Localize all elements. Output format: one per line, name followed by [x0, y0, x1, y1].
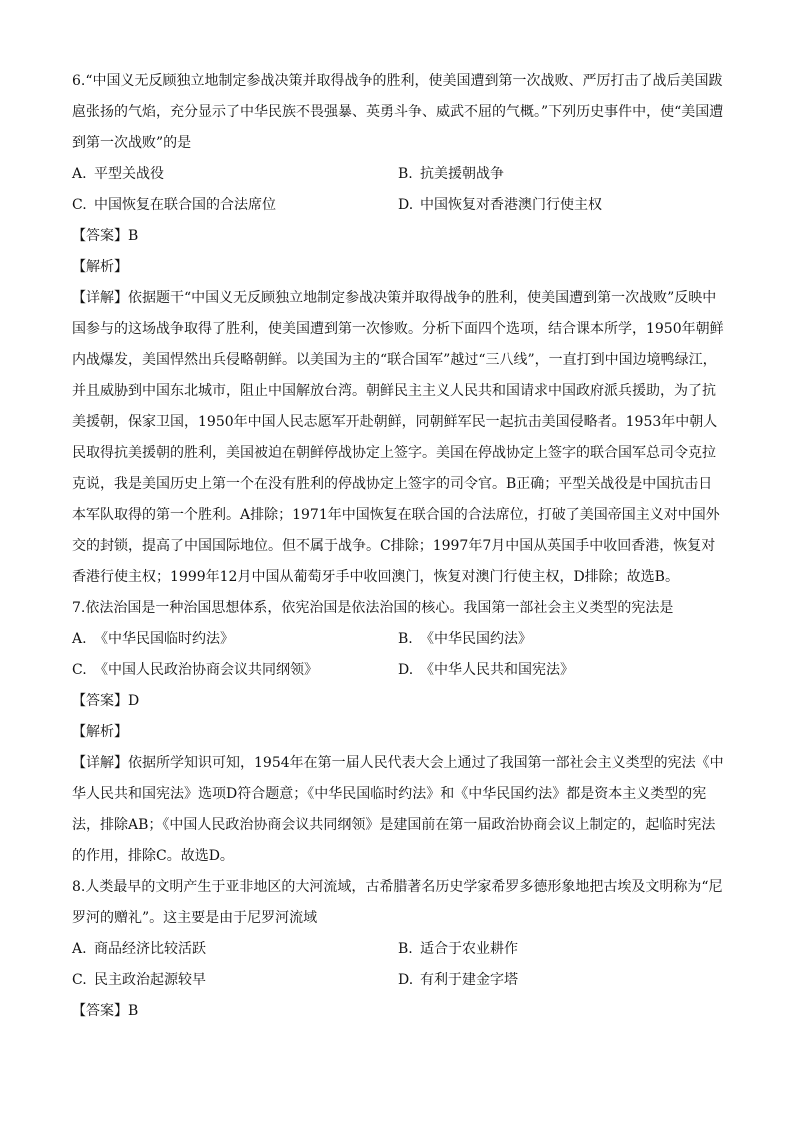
option-text: 平型关战役	[94, 166, 164, 182]
q7-option-a	[72, 624, 398, 655]
option-key: B.	[398, 631, 413, 647]
option-text: 商品经济比较活跃	[94, 941, 206, 957]
q8-option-b	[398, 934, 724, 965]
q6-option-a	[72, 159, 398, 190]
q8-options-row-1	[72, 934, 724, 965]
q6-option-b	[398, 159, 724, 190]
q7-option-c	[72, 655, 398, 686]
q8-option-d	[398, 965, 724, 996]
q6-stem: 6.“中国义无反顾独立地制定参战决策并取得战争的胜利，使美国遭到第一次战败、严厉打击了战后美国跋扈张扬的气焰，充分显示了中华民族不畏强暴、英勇斗争、威武不屈的气概。”下列历史事件中，使“美国遭到第一次战败”的是	[72, 73, 724, 151]
q6-options-row-1	[72, 159, 724, 190]
page-content	[72, 66, 724, 1027]
q7-options-row-2	[72, 655, 724, 686]
q8-options-row-2	[72, 965, 724, 996]
option-key: A.	[72, 941, 87, 957]
option-text: 民主政治起源较早	[94, 972, 206, 988]
q6-analysis-label: 【解析】	[72, 259, 128, 275]
option-key: C.	[72, 972, 87, 988]
q6-answer: 【答案】B	[72, 228, 139, 244]
option-text: 《中国人民政治协商会议共同纲领》	[94, 662, 318, 678]
q6-option-c	[72, 190, 398, 221]
option-key: D.	[398, 197, 414, 213]
option-key: D.	[398, 972, 414, 988]
q7-analysis-label: 【解析】	[72, 724, 128, 740]
q7-stem: 7.依法治国是一种治国思想体系，依宪治国是依法治国的核心。我国第一部社会主义类型的宪法是	[72, 600, 674, 616]
option-key: A.	[72, 631, 87, 647]
q7-option-b	[398, 624, 724, 655]
q6-option-d	[398, 190, 724, 221]
q7-detail: 【详解】依据所学知识可知，1954年在第一届人民代表大会上通过了我国第一部社会主义类型的宪法《中华人民共和国宪法》选项D符合题意；《中华民国临时约法》和《中华民国约法》都是资本主义类型的宪法，排除AB；《中国人民政治协商会议共同纲领》是建国前在第一届政治协商会议上制定的，起临时宪法的作用，排除C。故选D。	[72, 755, 724, 864]
q8-answer: 【答案】B	[72, 1003, 139, 1019]
option-key: B.	[398, 941, 413, 957]
q8-option-c	[72, 965, 398, 996]
q8-option-a	[72, 934, 398, 965]
q7-option-d	[398, 655, 724, 686]
option-text: 抗美援朝战争	[420, 166, 504, 182]
option-text: 中国恢复对香港澳门行使主权	[420, 197, 602, 213]
option-text: 《中华人民共和国宪法》	[420, 662, 574, 678]
option-text: 有利于建金字塔	[420, 972, 518, 988]
q8-stem: 8.人类最早的文明产生于亚非地区的大河流域，古希腊著名历史学家希罗多德形象地把古埃及文明称为“尼罗河的赠礼”。这主要是由于尼罗河流域	[72, 879, 723, 926]
option-key: A.	[72, 166, 87, 182]
q7-answer: 【答案】D	[72, 693, 140, 709]
option-text: 适合于农业耕作	[420, 941, 518, 957]
option-text: 中国恢复在联合国的合法席位	[94, 197, 276, 213]
q6-detail: 【详解】依据题干“中国义无反顾独立地制定参战决策并取得战争的胜利，使美国遭到第一次战败”反映中国参与的这场战争取得了胜利，使美国遭到第一次惨败。分析下面四个选项，结合课本所学，1950年朝鲜内战爆发，美国悍然出兵侵略朝鲜。以美国为主的“联合国军”越过“三八线”，一直打到中国边境鸭绿江，并且威胁到中国东北城市，阻止中国解放台湾。朝鲜民主主义人民共和国请求中国政府派兵援助，为了抗美援朝，保家卫国，1950年中国人民志愿军开赴朝鲜，同朝鲜军民一起抗击美国侵略者。1953年中朝人民取得抗美援朝的胜利，美国被迫在朝鲜停战协定上签字。美国在停战协定上签字的联合国军总司令克拉克说，我是美国历史上第一个在没有胜利的停战协定上签字的司令官。B正确；平型关战役是中国抗击日本军队取得的第一个胜利。A排除；1971年中国恢复在联合国的合法席位，打破了美国帝国主义对中国外交的封锁，提高了中国国际地位。但不属于战争。C排除；1997年7月中国从英国手中收回香港，恢复对香港行使主权；1999年12月中国从葡萄牙手中收回澳门，恢复对澳门行使主权，D排除；故选B。	[72, 290, 724, 585]
q7-options-row-1	[72, 624, 724, 655]
option-text: 《中华民国约法》	[420, 631, 532, 647]
option-key: C.	[72, 197, 87, 213]
option-key: D.	[398, 662, 414, 678]
option-text: 《中华民国临时约法》	[94, 631, 234, 647]
option-key: C.	[72, 662, 87, 678]
q6-options-row-2	[72, 190, 724, 221]
option-key: B.	[398, 166, 413, 182]
